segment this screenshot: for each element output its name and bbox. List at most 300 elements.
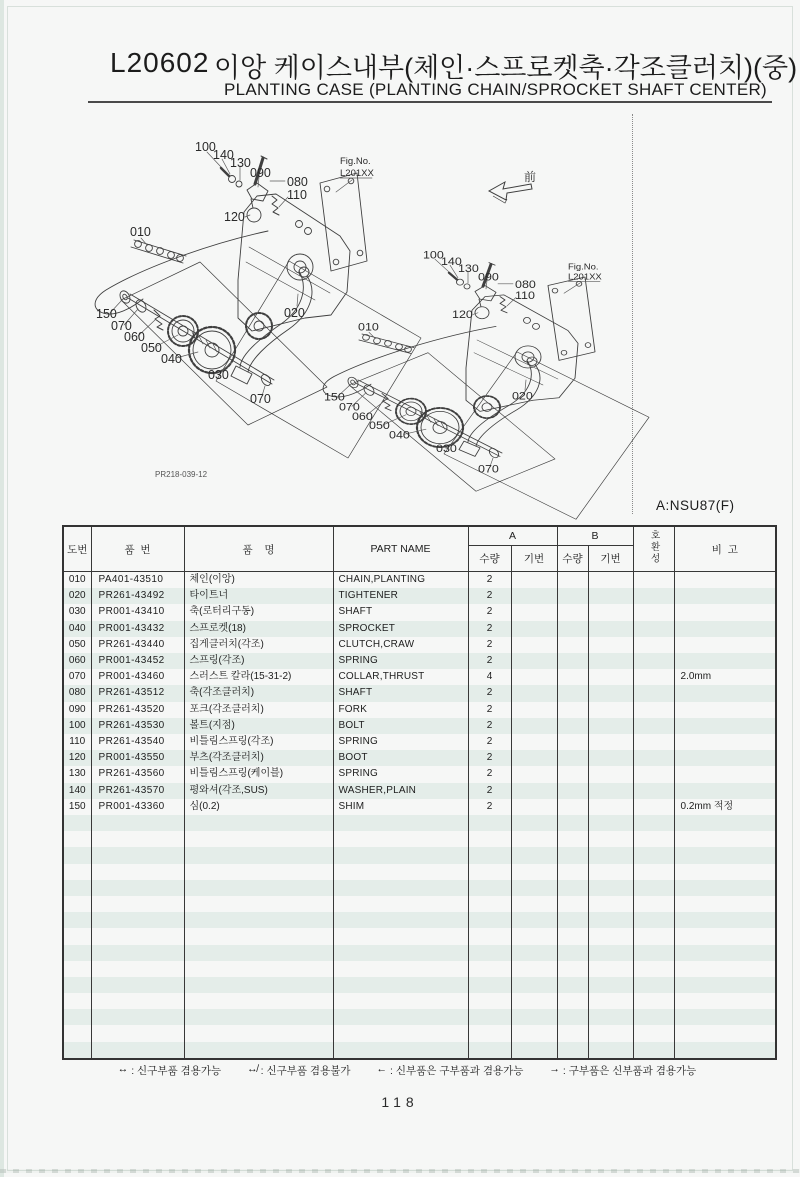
empty-cell — [588, 977, 633, 993]
legend-item — [247, 1063, 350, 1078]
cell-serial-b — [588, 604, 633, 620]
empty-row — [63, 831, 776, 847]
empty-cell — [511, 847, 557, 863]
cell-remark — [674, 572, 776, 589]
cell-serial-b — [588, 653, 633, 669]
header-fig-no: 도번 — [63, 526, 91, 572]
legend-text: : 신구부품 겸용불가 — [260, 1065, 351, 1077]
cell-qty-a: 2 — [468, 718, 511, 734]
empty-row — [63, 928, 776, 944]
empty-cell — [184, 961, 333, 977]
cell-qty-a: 2 — [468, 588, 511, 604]
legend-item — [377, 1063, 524, 1078]
part-row — [63, 669, 776, 685]
empty-row — [63, 1025, 776, 1041]
cell-qty-a: 2 — [468, 621, 511, 637]
cell-part-name: SPRING — [333, 766, 468, 782]
empty-cell — [633, 831, 674, 847]
empty-cell — [63, 945, 91, 961]
empty-cell — [91, 961, 184, 977]
cell-qty-b — [557, 621, 588, 637]
legend-symbol: ↮ — [247, 1063, 258, 1075]
cell-compat — [633, 734, 674, 750]
empty-cell — [468, 1042, 511, 1059]
cell-remark: 2.0mm — [674, 669, 776, 685]
empty-cell — [333, 945, 468, 961]
cell-remark — [674, 702, 776, 718]
cell-name-ko: 타이트너 — [184, 588, 333, 604]
empty-cell — [674, 945, 776, 961]
cell-qty-b — [557, 799, 588, 815]
empty-cell — [91, 896, 184, 912]
cell-part-no: PR001-43550 — [91, 750, 184, 766]
cell-qty-a: 2 — [468, 734, 511, 750]
exploded-view-diagram — [85, 110, 775, 522]
cell-remark: 0.2mm 적정 — [674, 799, 776, 815]
part-row — [63, 799, 776, 815]
cell-fig: 010 — [63, 572, 91, 589]
empty-cell — [511, 864, 557, 880]
cell-compat — [633, 653, 674, 669]
empty-cell — [674, 912, 776, 928]
empty-cell — [184, 880, 333, 896]
cell-name-ko: 축(각조클러치) — [184, 685, 333, 701]
empty-cell — [557, 945, 588, 961]
empty-cell — [557, 864, 588, 880]
cell-compat — [633, 685, 674, 701]
cell-part-name: WASHER,PLAIN — [333, 783, 468, 799]
cell-remark — [674, 718, 776, 734]
front-arrow-shadow — [493, 196, 507, 203]
cell-serial-b — [588, 572, 633, 589]
empty-cell — [588, 815, 633, 831]
cell-qty-a: 2 — [468, 604, 511, 620]
part-row — [63, 702, 776, 718]
empty-cell — [588, 847, 633, 863]
empty-cell — [557, 880, 588, 896]
empty-cell — [674, 977, 776, 993]
cell-compat — [633, 766, 674, 782]
cell-qty-b — [557, 588, 588, 604]
cell-compat — [633, 669, 674, 685]
cell-serial-b — [588, 766, 633, 782]
cell-serial-a — [511, 718, 557, 734]
empty-cell — [468, 831, 511, 847]
cell-part-name: SHAFT — [333, 685, 468, 701]
diagram-caption: PR218-039-12 — [155, 470, 208, 479]
cell-fig: 070 — [63, 669, 91, 685]
part-row — [63, 621, 776, 637]
cell-qty-a: 2 — [468, 572, 511, 589]
cell-qty-a: 2 — [468, 637, 511, 653]
legend-symbol: → — [549, 1063, 560, 1075]
cell-part-no: PR261-43540 — [91, 734, 184, 750]
empty-row — [63, 1042, 776, 1059]
legend-item — [549, 1063, 696, 1078]
cell-name-ko: 볼트(지점) — [184, 718, 333, 734]
empty-cell — [511, 912, 557, 928]
cell-compat — [633, 702, 674, 718]
empty-cell — [588, 961, 633, 977]
cell-serial-b — [588, 799, 633, 815]
cell-remark — [674, 685, 776, 701]
empty-cell — [511, 961, 557, 977]
empty-cell — [633, 1042, 674, 1059]
cell-part-name: COLLAR,THRUST — [333, 669, 468, 685]
cell-part-no: PR261-43440 — [91, 637, 184, 653]
cell-part-name: SPRING — [333, 734, 468, 750]
parts-table — [62, 525, 777, 1060]
empty-cell — [674, 880, 776, 896]
empty-cell — [633, 912, 674, 928]
empty-cell — [91, 880, 184, 896]
empty-cell — [184, 1009, 333, 1025]
empty-cell — [674, 815, 776, 831]
empty-row — [63, 815, 776, 831]
empty-cell — [588, 912, 633, 928]
cell-part-no: PR001-43360 — [91, 799, 184, 815]
cell-part-name: SHIM — [333, 799, 468, 815]
empty-cell — [588, 896, 633, 912]
title-underline — [88, 101, 772, 103]
cell-part-name: SPRING — [333, 653, 468, 669]
empty-cell — [674, 847, 776, 863]
cell-qty-a: 2 — [468, 653, 511, 669]
cell-name-ko: 집게클러치(각조) — [184, 637, 333, 653]
cell-fig: 110 — [63, 734, 91, 750]
cell-part-no: PR261-43570 — [91, 783, 184, 799]
cell-part-no: PR261-43492 — [91, 588, 184, 604]
cell-part-no: PA401-43510 — [91, 572, 184, 589]
empty-row — [63, 912, 776, 928]
cell-part-no: PR001-43452 — [91, 653, 184, 669]
empty-row — [63, 977, 776, 993]
part-row — [63, 588, 776, 604]
empty-cell — [468, 977, 511, 993]
empty-cell — [468, 864, 511, 880]
cell-serial-b — [588, 685, 633, 701]
empty-cell — [184, 815, 333, 831]
empty-cell — [633, 847, 674, 863]
cell-remark — [674, 653, 776, 669]
cell-name-ko: 비틀림스프링(케이블) — [184, 766, 333, 782]
legend-text: : 구부품은 신부품과 겸용가능 — [562, 1065, 697, 1077]
empty-cell — [333, 847, 468, 863]
empty-cell — [557, 847, 588, 863]
empty-cell — [333, 1025, 468, 1041]
empty-row — [63, 864, 776, 880]
empty-cell — [184, 928, 333, 944]
cell-fig: 020 — [63, 588, 91, 604]
empty-cell — [91, 977, 184, 993]
empty-cell — [633, 961, 674, 977]
empty-cell — [511, 1025, 557, 1041]
empty-cell — [588, 1042, 633, 1059]
empty-cell — [184, 977, 333, 993]
cell-fig: 100 — [63, 718, 91, 734]
empty-cell — [184, 831, 333, 847]
cell-part-name: FORK — [333, 702, 468, 718]
empty-cell — [511, 993, 557, 1009]
cell-serial-a — [511, 588, 557, 604]
empty-cell — [63, 815, 91, 831]
empty-cell — [468, 815, 511, 831]
empty-cell — [511, 928, 557, 944]
empty-cell — [184, 945, 333, 961]
empty-cell — [468, 912, 511, 928]
empty-cell — [63, 977, 91, 993]
empty-cell — [674, 864, 776, 880]
empty-cell — [674, 831, 776, 847]
empty-cell — [91, 864, 184, 880]
page-number: 118 — [381, 1094, 419, 1110]
cell-compat — [633, 621, 674, 637]
cell-fig: 030 — [63, 604, 91, 620]
empty-cell — [557, 1042, 588, 1059]
empty-cell — [674, 961, 776, 977]
empty-cell — [588, 880, 633, 896]
cell-serial-a — [511, 653, 557, 669]
cell-serial-a — [511, 734, 557, 750]
empty-cell — [63, 928, 91, 944]
empty-cell — [633, 864, 674, 880]
cell-qty-b — [557, 572, 588, 589]
cell-fig: 140 — [63, 783, 91, 799]
empty-cell — [63, 912, 91, 928]
cell-part-no: PR261-43560 — [91, 766, 184, 782]
empty-cell — [333, 896, 468, 912]
part-row — [63, 604, 776, 620]
part-row — [63, 637, 776, 653]
empty-cell — [557, 896, 588, 912]
empty-cell — [333, 961, 468, 977]
cell-serial-a — [511, 702, 557, 718]
cell-remark — [674, 750, 776, 766]
empty-cell — [91, 945, 184, 961]
cell-qty-a: 2 — [468, 750, 511, 766]
empty-cell — [557, 1009, 588, 1025]
cell-part-no: PR261-43520 — [91, 702, 184, 718]
cell-serial-a — [511, 669, 557, 685]
cell-serial-a — [511, 621, 557, 637]
empty-cell — [63, 847, 91, 863]
empty-cell — [333, 815, 468, 831]
cell-part-no: PR261-43530 — [91, 718, 184, 734]
empty-cell — [557, 1025, 588, 1041]
cell-qty-b — [557, 669, 588, 685]
empty-cell — [633, 928, 674, 944]
cell-compat — [633, 799, 674, 815]
cell-remark — [674, 766, 776, 782]
empty-cell — [184, 864, 333, 880]
part-row — [63, 750, 776, 766]
cell-serial-a — [511, 766, 557, 782]
front-label: 前 — [524, 170, 537, 184]
cell-serial-a — [511, 637, 557, 653]
empty-cell — [333, 864, 468, 880]
empty-cell — [91, 815, 184, 831]
cell-qty-a: 2 — [468, 783, 511, 799]
empty-row — [63, 1009, 776, 1025]
part-row — [63, 734, 776, 750]
empty-cell — [511, 896, 557, 912]
cell-qty-b — [557, 718, 588, 734]
empty-cell — [588, 945, 633, 961]
empty-cell — [511, 945, 557, 961]
empty-cell — [674, 896, 776, 912]
part-row — [63, 572, 776, 589]
cell-name-ko: 스프링(각조) — [184, 653, 333, 669]
cell-serial-b — [588, 734, 633, 750]
empty-cell — [184, 1042, 333, 1059]
empty-row — [63, 961, 776, 977]
empty-cell — [63, 864, 91, 880]
cell-compat — [633, 783, 674, 799]
header-qty-a: 수량 — [468, 546, 511, 572]
header-serial-b: 기번 — [588, 546, 633, 572]
empty-cell — [333, 928, 468, 944]
cell-fig: 080 — [63, 685, 91, 701]
cell-fig: 060 — [63, 653, 91, 669]
empty-cell — [468, 880, 511, 896]
header-compat: 호환성 — [633, 526, 674, 572]
cell-compat — [633, 637, 674, 653]
header-serial-a: 기번 — [511, 546, 557, 572]
cell-fig: 130 — [63, 766, 91, 782]
empty-cell — [588, 928, 633, 944]
cell-fig: 040 — [63, 621, 91, 637]
parts-table-body — [63, 572, 776, 1059]
empty-cell — [63, 880, 91, 896]
cell-serial-a — [511, 783, 557, 799]
empty-cell — [333, 831, 468, 847]
figure-code: L20602 — [110, 47, 210, 78]
empty-cell — [557, 993, 588, 1009]
cell-serial-a — [511, 572, 557, 589]
empty-cell — [674, 1042, 776, 1059]
empty-cell — [91, 912, 184, 928]
cell-serial-b — [588, 718, 633, 734]
empty-cell — [633, 815, 674, 831]
empty-cell — [184, 1025, 333, 1041]
cell-serial-a — [511, 799, 557, 815]
empty-cell — [91, 1042, 184, 1059]
empty-cell — [633, 945, 674, 961]
header-qty-b: 수량 — [557, 546, 588, 572]
cell-serial-b — [588, 637, 633, 653]
cell-name-ko: 심(0.2) — [184, 799, 333, 815]
front-arrow-icon — [489, 182, 532, 200]
cell-name-ko: 축(로터리구동) — [184, 604, 333, 620]
empty-cell — [588, 993, 633, 1009]
cell-compat — [633, 588, 674, 604]
assembly-right — [323, 249, 649, 519]
cell-qty-b — [557, 685, 588, 701]
empty-row — [63, 896, 776, 912]
model-applicability-note: A:NSU87(F) — [656, 498, 735, 513]
header-group-b: B — [557, 526, 633, 546]
cell-compat — [633, 718, 674, 734]
empty-cell — [333, 880, 468, 896]
cell-fig: 090 — [63, 702, 91, 718]
cell-serial-b — [588, 750, 633, 766]
cell-qty-b — [557, 766, 588, 782]
cell-qty-a: 2 — [468, 685, 511, 701]
part-row — [63, 783, 776, 799]
cell-serial-a — [511, 685, 557, 701]
cell-remark — [674, 783, 776, 799]
empty-cell — [91, 1025, 184, 1041]
legend-symbol: ↔ — [117, 1063, 129, 1075]
front-direction-marker — [489, 170, 536, 203]
empty-row — [63, 880, 776, 896]
cell-name-ko: 부츠(각조클러치) — [184, 750, 333, 766]
part-row — [63, 766, 776, 782]
empty-cell — [511, 977, 557, 993]
empty-cell — [63, 831, 91, 847]
cell-remark — [674, 637, 776, 653]
cell-qty-b — [557, 637, 588, 653]
empty-cell — [63, 1009, 91, 1025]
empty-cell — [674, 1025, 776, 1041]
empty-cell — [557, 831, 588, 847]
cell-qty-b — [557, 783, 588, 799]
empty-cell — [63, 961, 91, 977]
cell-part-name: BOOT — [333, 750, 468, 766]
cell-serial-b — [588, 702, 633, 718]
empty-row — [63, 945, 776, 961]
cell-remark — [674, 604, 776, 620]
assembly-left — [95, 140, 421, 458]
cell-compat — [633, 750, 674, 766]
cell-remark — [674, 734, 776, 750]
part-row — [63, 718, 776, 734]
parts-table-container — [62, 525, 777, 1060]
empty-cell — [91, 928, 184, 944]
empty-cell — [633, 993, 674, 1009]
empty-cell — [63, 1025, 91, 1041]
empty-cell — [674, 993, 776, 1009]
cell-qty-b — [557, 702, 588, 718]
page-title-english: PLANTING CASE (PLANTING CHAIN/SPROCKET SHAFT CENTER) — [224, 80, 767, 99]
cell-remark — [674, 621, 776, 637]
empty-cell — [184, 896, 333, 912]
empty-cell — [468, 993, 511, 1009]
empty-cell — [63, 993, 91, 1009]
empty-cell — [511, 880, 557, 896]
cell-name-ko: 체인(이앙) — [184, 572, 333, 589]
empty-cell — [557, 815, 588, 831]
cell-serial-b — [588, 783, 633, 799]
cell-serial-b — [588, 588, 633, 604]
cell-part-name: TIGHTENER — [333, 588, 468, 604]
legend-text: : 신부품은 구부품과 겸용가능 — [390, 1065, 524, 1077]
empty-cell — [184, 993, 333, 1009]
empty-cell — [511, 831, 557, 847]
empty-cell — [333, 993, 468, 1009]
header-name-ko: 품 명 — [184, 526, 333, 572]
empty-cell — [633, 896, 674, 912]
empty-row — [63, 993, 776, 1009]
cell-part-name: SHAFT — [333, 604, 468, 620]
cell-part-no: PR001-43410 — [91, 604, 184, 620]
cell-name-ko: 비틀림스프링(각조) — [184, 734, 333, 750]
cell-name-ko: 스러스트 칼라(15-31-2) — [184, 669, 333, 685]
cell-fig: 150 — [63, 799, 91, 815]
empty-cell — [91, 1009, 184, 1025]
empty-cell — [557, 912, 588, 928]
cell-qty-a: 2 — [468, 799, 511, 815]
